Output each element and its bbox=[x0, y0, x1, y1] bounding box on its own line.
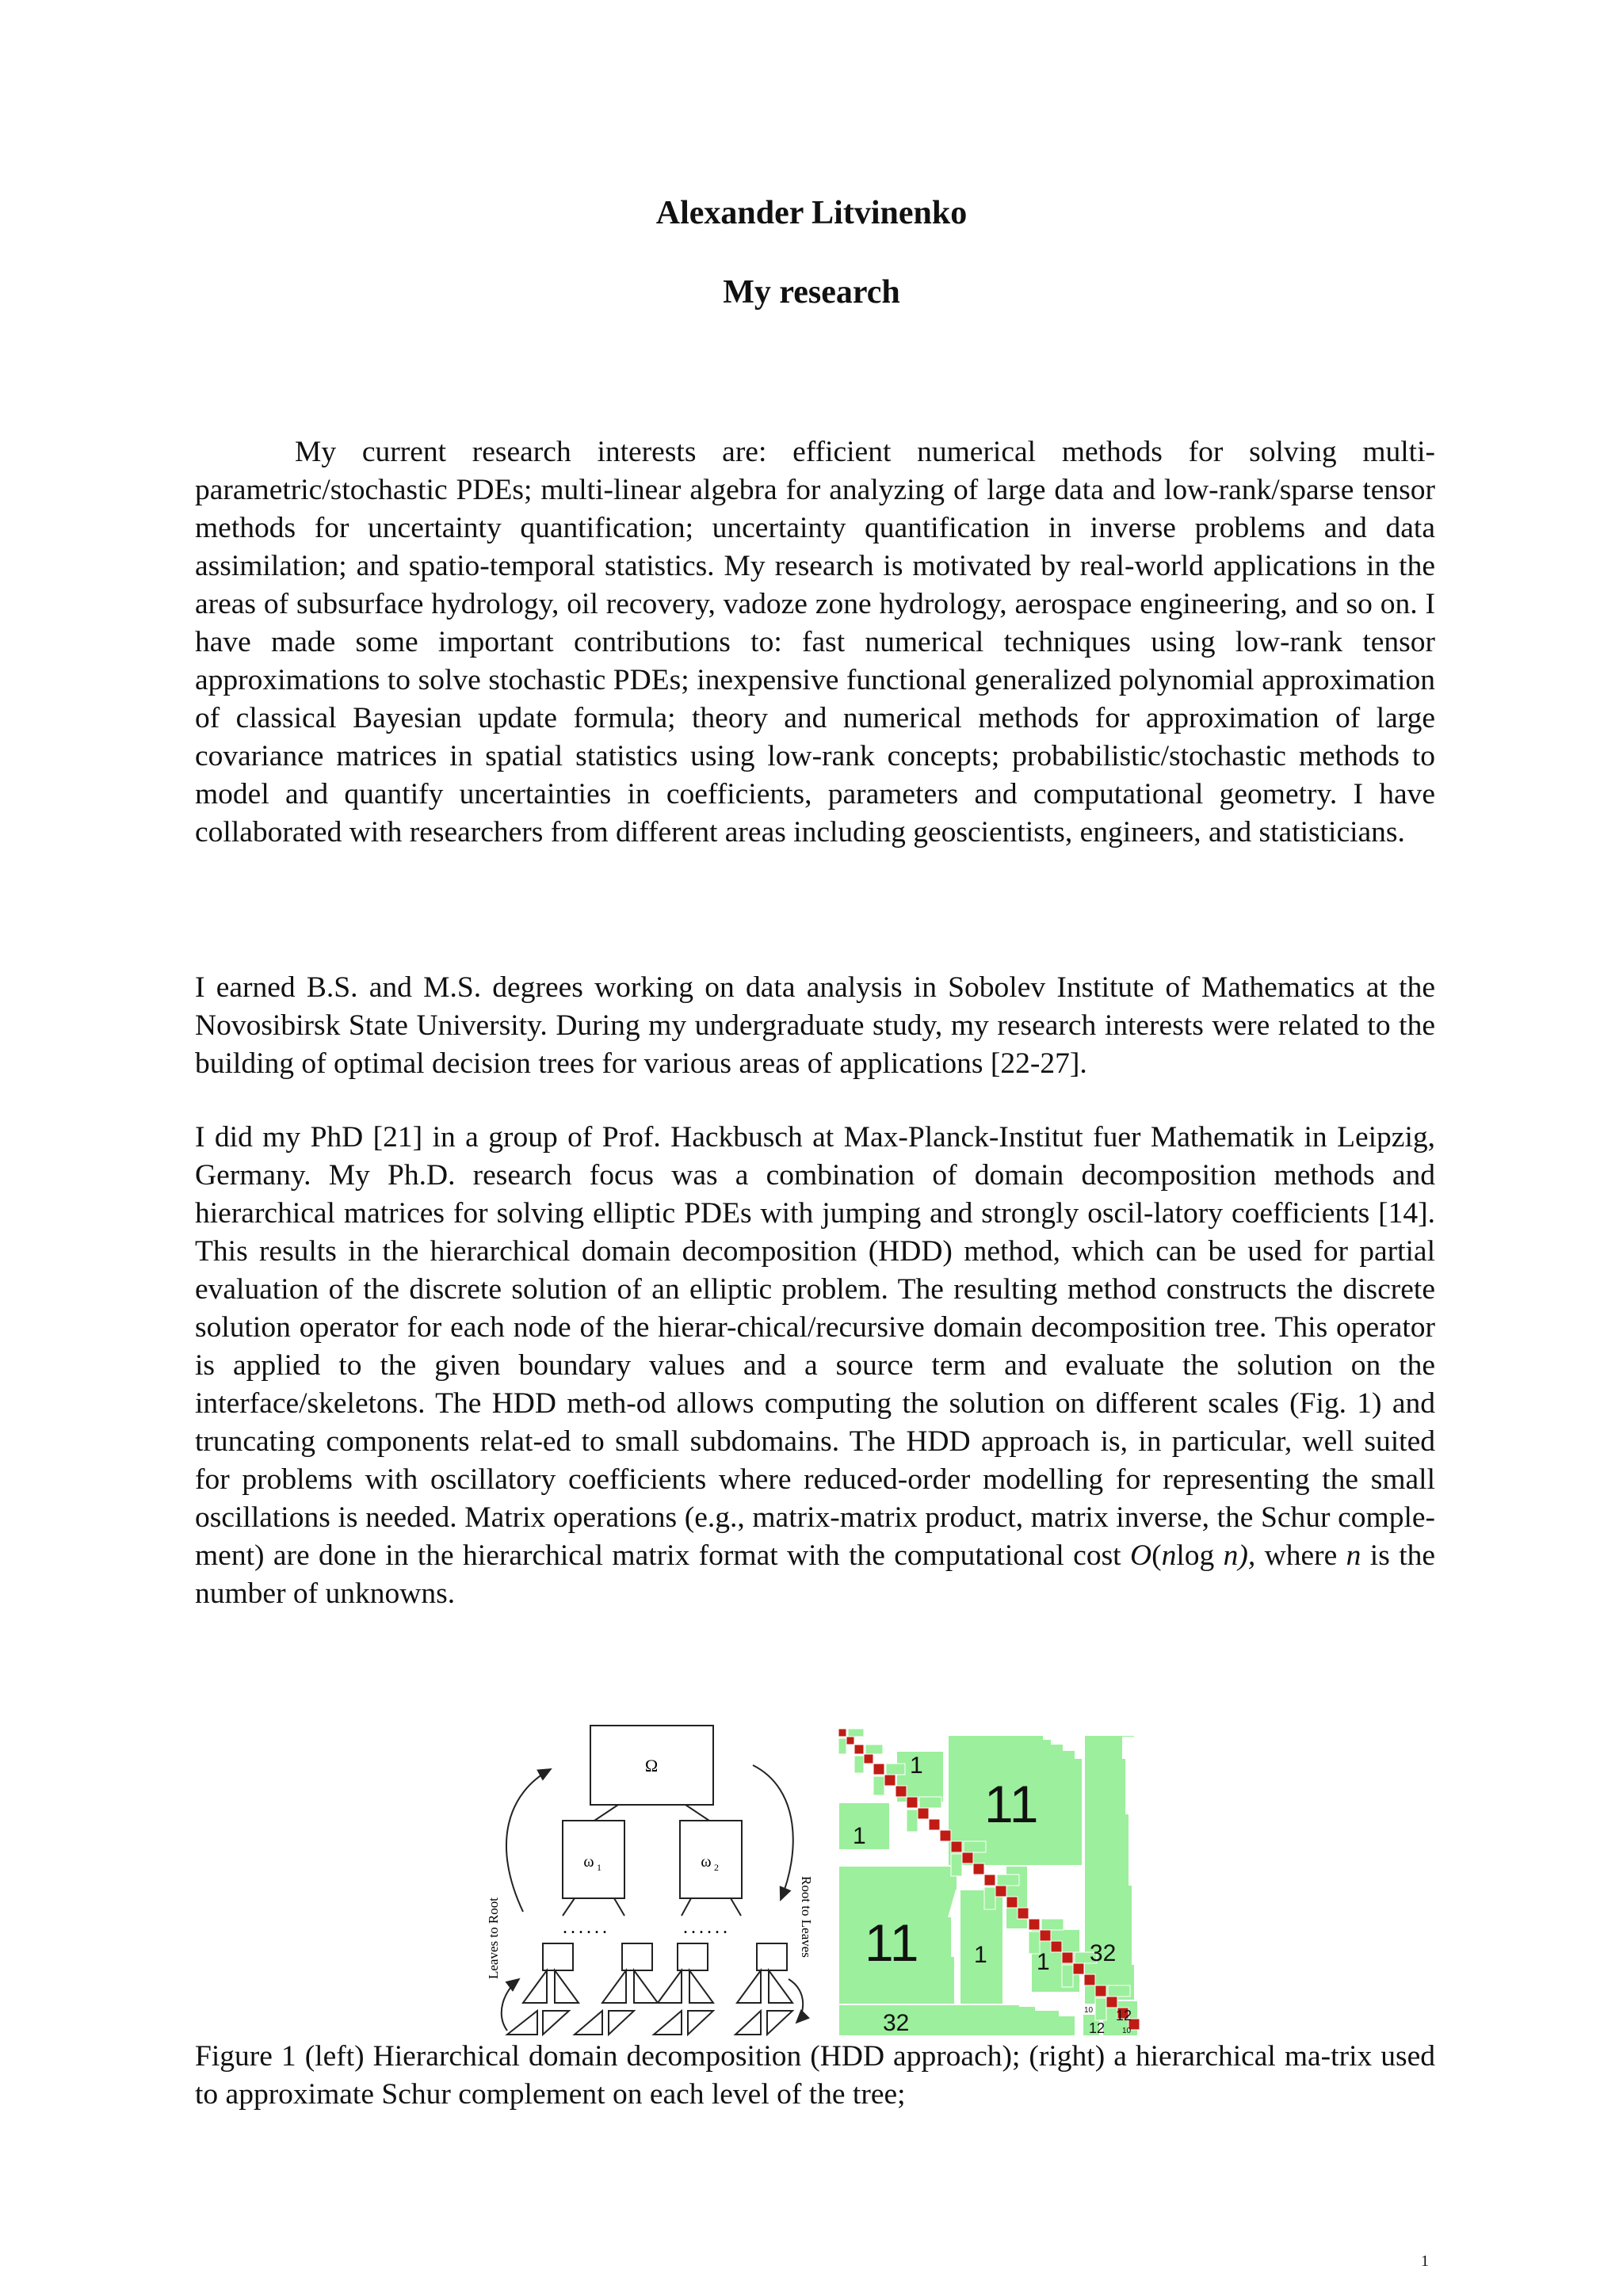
paragraph-phd bbox=[195, 1119, 1435, 1613]
block-label: 1 bbox=[910, 1753, 923, 1779]
paren-open: ( bbox=[1151, 1539, 1162, 1572]
leaves-to-root-arrow bbox=[506, 1769, 551, 1912]
leaves-to-root-label: Leaves to Root bbox=[486, 1897, 501, 1979]
big-o-symbol: O bbox=[1129, 1539, 1152, 1572]
dots-right: ...... bbox=[683, 1917, 731, 1938]
paren-close: ), bbox=[1238, 1539, 1256, 1572]
root-to-leaves-arrow bbox=[753, 1765, 793, 1900]
dots-left: ...... bbox=[563, 1917, 610, 1938]
block-label: 11 bbox=[865, 1913, 919, 1972]
child1-subscript: 1 bbox=[597, 1862, 601, 1873]
leaf-boxes bbox=[543, 1943, 787, 1970]
hierarchical-matrix bbox=[837, 1727, 1146, 2044]
child1-label: ω bbox=[583, 1853, 594, 1871]
block-label: 10 bbox=[1122, 2027, 1132, 2035]
figure-caption: Figure 1 (left) Hierarchical domain decomposition (HDD approach); (right) a hierarchical ma-trix used to approximate Schur complement on each level of the tree; bbox=[195, 2040, 1435, 2111]
block-label: 32 bbox=[1090, 1940, 1117, 1966]
paragraph-education: I earned B.S. and M.S. degrees working on data analysis in Sobolev Institute of Mathematics at the Novosibirsk State University. During my undergraduate study, my research interests were related to the building of optimal decision trees for various areas of applications [22-27]. bbox=[195, 971, 1435, 1080]
block-label: 11 bbox=[984, 1775, 1039, 1833]
block-label: 10 bbox=[1084, 2006, 1094, 2015]
var-n: n bbox=[1346, 1539, 1361, 1572]
block-label: 1 bbox=[853, 1823, 866, 1849]
block-label: 12 bbox=[1116, 2008, 1132, 2023]
block-label: 1 bbox=[1037, 1949, 1050, 1975]
block-label: 1 bbox=[974, 1942, 987, 1968]
block-label: 32 bbox=[883, 2010, 910, 2036]
hdd-diagram bbox=[475, 1718, 824, 2050]
phd-text-end: is the number of unknowns. bbox=[195, 1539, 1436, 1610]
paragraph-research-interests: My current research interests are: efficient numerical methods for solving multi-parametric/stochastic PDEs; multi-linear algebra for analyzing of large data and low-rank/sparse tensor methods for uncertainty quantification; uncertainty quantification in inverse problems and data assimilation; and spatio-temporal statistics. My research is motivated by real-world applications in the areas of subsurface hydrology, oil recovery, vadoze zone hydrology, aerospace engineering, and so on. I have made some important contributions to: fast numerical techniques using low-rank tensor approximations to solve stochastic PDEs; inexpensive functional generalized polynomial approximation of classical Bayesian update formula; theory and numerical methods for approximation of large covariance matrices in spatial statistics using low-rank concepts; probabilistic/stochastic methods to model and quantify uncertainties in coefficients, parameters and computational geometry. I have collaborated with researchers from different areas including geoscientists, engineers, and statisticians. bbox=[195, 436, 1435, 849]
leaf-triangles bbox=[507, 1970, 792, 2035]
var-n: n bbox=[1223, 1539, 1239, 1572]
child2-label: ω bbox=[701, 1853, 712, 1871]
root-to-leaves-label: Root to Leaves bbox=[799, 1876, 814, 1958]
var-n: n bbox=[1161, 1539, 1177, 1572]
log-text: log bbox=[1176, 1539, 1224, 1572]
block-label: 12 bbox=[1089, 2020, 1106, 2036]
phd-text: I did my PhD [21] in a group of Prof. Hackbusch at Max-Planck-Institut fuer Mathematik in Leipzig, Germany. My Ph.D. research focus was a combination of domain decomposition methods and hierarchical matrices for solving elliptic PDEs with jumping and strongly oscil-latory coefficients [14]. This results in the hierarchical domain decomposition (HDD) method, which can be used for partial evaluation of the discrete solution of an elliptic problem. The resulting method constructs the discrete solution operator for each node of the hierar-chical/recursive domain decomposition tree. This operator is applied to the given boundary values and a source term and evaluate the solution on the interface/skeletons. The HDD meth-od allows computing the solution on different scales (Fig. 1) and truncating components relat-ed to small subdomains. The HDD approach is, in particular, well suited for problems with oscillatory coefficients where reduced-order modelling for representing the small oscillations is needed. Matrix operations (e.g., matrix-matrix product, matrix inverse, the Schur comple-ment) are done in the hierarchical matrix format with the computational cost bbox=[195, 1121, 1435, 1572]
root-label: Ω bbox=[644, 1756, 659, 1775]
where-text: where bbox=[1255, 1539, 1338, 1572]
page-title: My research bbox=[723, 274, 900, 311]
page-number: 1 bbox=[1421, 2252, 1429, 2270]
child2-subscript: 2 bbox=[714, 1862, 719, 1873]
author-name: Alexander Litvinenko bbox=[655, 195, 968, 231]
